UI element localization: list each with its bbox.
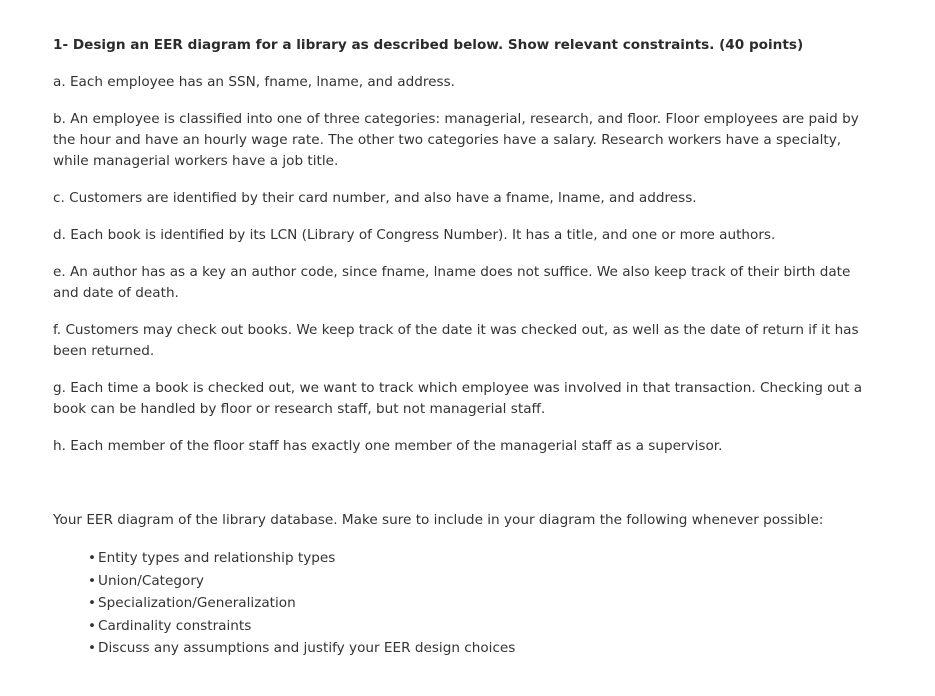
question-heading: 1- Design an EER diagram for a library as described below. Show relevant constraints. (40 points)	[53, 37, 804, 53]
requirement-a: a. Each employee has an SSN, fname, lname, and address.	[53, 74, 455, 90]
bullet-icon: •	[88, 617, 97, 634]
requirement-c: c. Customers are identified by their card number, and also have a fname, lname, and address.	[53, 190, 697, 206]
requirement-e: e. An author has as a key an author code, since fname, lname does not suffice. We also keep track of their birth date and date of death.	[53, 264, 851, 301]
requirement-d: d. Each book is identified by its LCN (Library of Congress Number). It has a title, and one or more authors.	[53, 227, 776, 243]
list-item	[88, 570, 873, 593]
instructions-intro: Your EER diagram of the library database. Make sure to include in your diagram the following whenever possible:	[53, 512, 824, 528]
list-item-text: Cardinality constraints	[98, 617, 252, 634]
list-item-text: Entity types and relationship types	[98, 550, 336, 566]
list-item	[88, 615, 873, 638]
bullet-icon: •	[88, 572, 97, 589]
instructions-list	[53, 547, 873, 660]
list-item	[88, 592, 873, 615]
list-item-text: Union/Category	[98, 572, 204, 589]
bullet-icon: •	[88, 640, 97, 656]
section-spacer	[53, 473, 873, 510]
requirement-f: f. Customers may check out books. We keep track of the date it was checked out, as well as the date of return if it has been returned.	[53, 322, 859, 359]
bullet-icon: •	[88, 595, 97, 611]
list-item-text: Discuss any assumptions and justify your EER design choices	[98, 640, 516, 656]
requirement-b: b. An employee is classified into one of three categories: managerial, research, and floor. Floor employees are paid by the hour and have an hourly wage rate. The other two categories have a salary. Research workers have a specialty, while managerial workers have a job title.	[53, 111, 859, 169]
requirement-g: g. Each time a book is checked out, we want to track which employee was involved in that transaction. Checking out a book can be handled by floor or research staff, but not managerial staff.	[53, 380, 863, 417]
list-item	[88, 547, 873, 570]
list-item	[88, 637, 873, 660]
list-item-text: Specialization/Generalization	[98, 595, 296, 611]
requirement-h: h. Each member of the floor staff has exactly one member of the managerial staff as a supervisor.	[53, 438, 723, 454]
bullet-icon: •	[88, 550, 97, 566]
